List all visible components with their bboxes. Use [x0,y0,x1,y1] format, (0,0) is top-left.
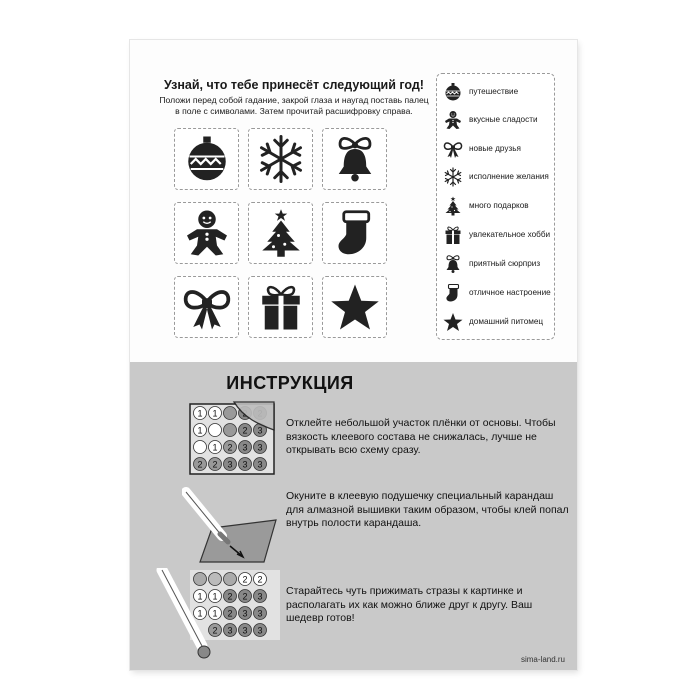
legend-item [443,194,551,218]
cell-number: 3 [242,625,248,636]
instruction-step-1: Отклейте небольшой участок плёнки от основы. Чтобы вязкость клеевого состава не снижалась, лучше не открывать всю схему сразу. [286,417,556,456]
website-footer: sima-land.ru [520,655,565,664]
bell-with-bow-icon [330,134,380,184]
gingerbread-man-icon [182,208,232,258]
grid-tile[interactable] [174,128,239,190]
cell-number: 3 [257,425,263,436]
snowflake-icon [443,167,463,187]
instruction-step-3: Старайтесь чуть прижимать стразы к картинке и располагать их как можно ближе друг к другу. Ваш шедевр готов! [286,585,533,624]
legend-text: путешествие [469,87,519,97]
star-icon [330,282,380,332]
gift-box-icon [443,225,463,245]
cell-number: 1 [212,608,218,619]
instructions-title: ИНСТРУКЦИЯ [226,373,354,393]
cell-number: 3 [257,608,263,619]
legend-text: домашний питомец [469,317,544,327]
cell-number: 3 [242,442,248,453]
ornament-ball-icon [443,82,463,102]
grid-tile[interactable] [174,276,239,338]
cell-number: 2 [242,591,248,602]
grid-tile[interactable] [248,202,313,264]
bell-with-bow-icon [443,254,463,274]
christmas-tree-icon [443,196,463,216]
bow-icon [443,139,463,159]
cell-number: 2 [227,442,233,453]
legend-item [443,281,551,305]
cell-number: 2 [212,625,218,636]
cell-number: 1 [197,408,203,419]
cell-number: 3 [227,625,233,636]
cell-number: 2 [227,591,233,602]
cell-number: 1 [212,442,218,453]
placing-rhinestones-illustration [154,568,284,664]
grid-tile[interactable] [322,202,387,264]
legend-item [443,252,551,276]
page-title: Узнай, что тебе принесёт следующий год! [164,78,424,92]
legend-panel [436,73,555,340]
cell-number: 3 [257,442,263,453]
star-icon [443,312,463,332]
stocking-icon [330,208,380,258]
grid-tile[interactable] [174,202,239,264]
cell-number: 1 [212,408,218,419]
cell-number: 2 [242,425,248,436]
page-subtitle: Положи перед собой гадание, закрой глаза и наугад поставь палец в поле с символами. Затем прочитай расшифровку справа. [159,95,429,116]
worksheet [130,40,577,670]
legend-text: исполнение желания [469,172,549,182]
peel-film-illustration [188,400,276,476]
cell-number: 1 [197,608,203,619]
cell-number: 2 [212,459,218,470]
pen-and-glue-pad-illustration [182,480,282,564]
cell-number: 3 [257,625,263,636]
cell-number: 2 [257,574,263,585]
legend-text: вкусные сладости [469,115,538,125]
cell-number: 3 [242,459,248,470]
legend-text: приятный сюрприз [469,259,541,269]
legend-item [443,137,551,161]
gift-box-icon [256,282,306,332]
christmas-tree-icon [256,208,306,258]
legend-item [443,310,551,334]
bow-icon [182,282,232,332]
legend-item [443,80,551,104]
cell-number: 1 [212,591,218,602]
legend-item [443,223,551,247]
legend-text: новые друзья [469,144,521,154]
grid-tile[interactable] [322,128,387,190]
cell-number: 3 [257,459,263,470]
cell-number: 2 [227,608,233,619]
cell-number: 3 [227,459,233,470]
cell-number: 3 [242,608,248,619]
instruction-step-2: Окуните в клеевую подушечку специальный карандаш для алмазной вышивки таким образом, чтобы клей попал внутрь полости карандаша. [286,490,569,529]
stocking-icon [443,283,463,303]
gingerbread-man-icon [443,110,463,130]
legend-text: много подарков [469,201,529,211]
cell-number: 1 [197,591,203,602]
grid-tile[interactable] [322,276,387,338]
legend-item [443,108,551,132]
grid-tile[interactable] [248,276,313,338]
cell-number: 2 [197,459,203,470]
snowflake-icon [256,134,306,184]
ornament-ball-icon [182,134,232,184]
cell-number: 2 [242,574,248,585]
cell-number: 3 [257,591,263,602]
legend-text: увлекательное хобби [469,230,551,240]
legend-item [443,165,551,189]
cell-number: 1 [197,425,203,436]
grid-tile[interactable] [248,128,313,190]
legend-text: отличное настроение [469,288,551,298]
